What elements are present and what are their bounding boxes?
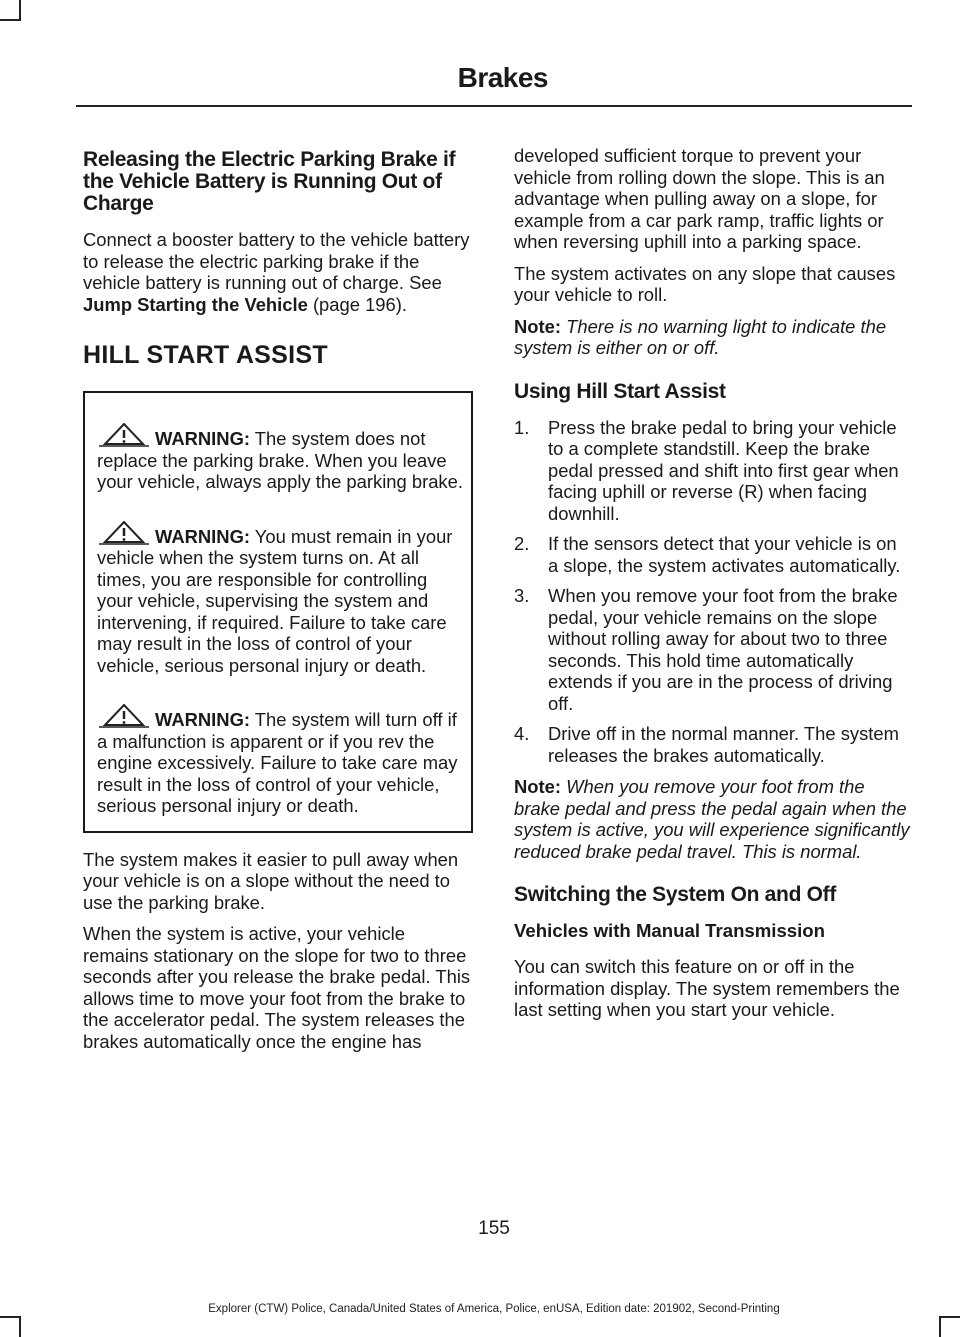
warning-item: WARNING: You must remain in your vehicle when the system turns on. At all times, you are responsible for controlling your vehicle, supervising the system and intervening, if required. Failure to take care may result in the loss of control of your vehicle, serious personal injury or death.: [97, 521, 463, 677]
note: Note: When you remove your foot from the brake pedal and press the pedal again when the system is active, you will experience significantly reduced brake pedal travel. This is normal.: [514, 776, 910, 862]
steps-list: [514, 417, 910, 767]
right-column: [514, 145, 910, 1031]
releasing-brake-paragraph: Connect a booster battery to the vehicle battery to release the electric parking brake if the vehicle battery is running out of charge. See Jump Starting the Vehicle (page 196).: [83, 229, 470, 315]
list-item: 3. When you remove your foot from the brake pedal, your vehicle remains on the slope without rolling away for about two to three seconds. This hold time automatically extends if you are in the process of driving off.: [514, 585, 898, 714]
subheading-manual-transmission: Vehicles with Manual Transmission: [514, 920, 826, 941]
section-heading-using-hill-start: Using Hill Start Assist: [514, 379, 726, 403]
warning-triangle-icon: [97, 521, 151, 545]
crop-mark: [0, 1316, 21, 1318]
left-column: [83, 145, 473, 1062]
section-heading-releasing-brake: Releasing the Electric Parking Brake if the Vehicle Battery is Running Out of Charge: [83, 148, 456, 215]
warning-box: [83, 391, 473, 833]
note: Note: There is no warning light to indicate the system is either on or off.: [514, 315, 887, 358]
hill-start-paragraph: developed sufficient torque to prevent your vehicle from rolling down the slope. This is an advantage when pulling away on a slope, for example from a car park ramp, traffic lights or when reversing uphill into a parking space.: [514, 145, 885, 252]
list-item: 2. If the sensors detect that your vehicle is on a slope, the system activates automatically.: [514, 533, 901, 576]
warning-triangle-icon: [97, 423, 151, 447]
crop-mark: [0, 19, 21, 21]
crop-mark: [939, 1316, 960, 1318]
section-heading-hill-start-assist: HILL START ASSIST: [83, 341, 328, 369]
warning-item: WARNING: The system does not replace the parking brake. When you leave your vehicle, always apply the parking brake.: [97, 423, 463, 493]
header-divider: [76, 105, 912, 107]
manual-transmission-paragraph: You can switch this feature on or off in the information display. The system remembers the last setting when you start your vehicle.: [514, 956, 900, 1020]
crop-mark: [19, 0, 21, 19]
hill-start-paragraph: When the system is active, your vehicle remains stationary on the slope for two to three seconds after you release the brake pedal. This allows time to move your foot from the brake to the accelerator pedal. The system releases the brakes automatically once the engine has: [83, 923, 471, 1052]
warning-triangle-icon: [97, 704, 151, 728]
crop-mark: [939, 1318, 941, 1337]
list-item: 1. Press the brake pedal to bring your vehicle to a complete standstill. Keep the brake pedal pressed and shift into first gear when facing uphill or reverse (R) when facing downhill.: [514, 416, 899, 524]
crop-mark: [19, 1318, 21, 1337]
page-header-title: Brakes: [457, 62, 548, 93]
warning-item: WARNING: The system will turn off if a malfunction is apparent or if you rev the engine excessively. Failure to take care may result in the loss of control of your vehicle, serious personal injury or death.: [97, 704, 463, 817]
page-number: 155: [478, 1218, 510, 1239]
section-heading-switching: Switching the System On and Off: [514, 883, 837, 906]
hill-start-paragraph: The system makes it easier to pull away when your vehicle is on a slope without the need to use the parking brake.: [83, 848, 459, 913]
footer-edition-text: Explorer (CTW) Police, Canada/United States of America, Police, enUSA, Edition date: 201902, Second-Printing: [208, 1303, 780, 1315]
list-item: 4. Drive off in the normal manner. The system releases the brakes automatically.: [514, 723, 899, 766]
hill-start-paragraph: The system activates on any slope that causes your vehicle to roll.: [514, 262, 896, 305]
jump-start-reference: Jump Starting the Vehicle: [83, 293, 308, 315]
